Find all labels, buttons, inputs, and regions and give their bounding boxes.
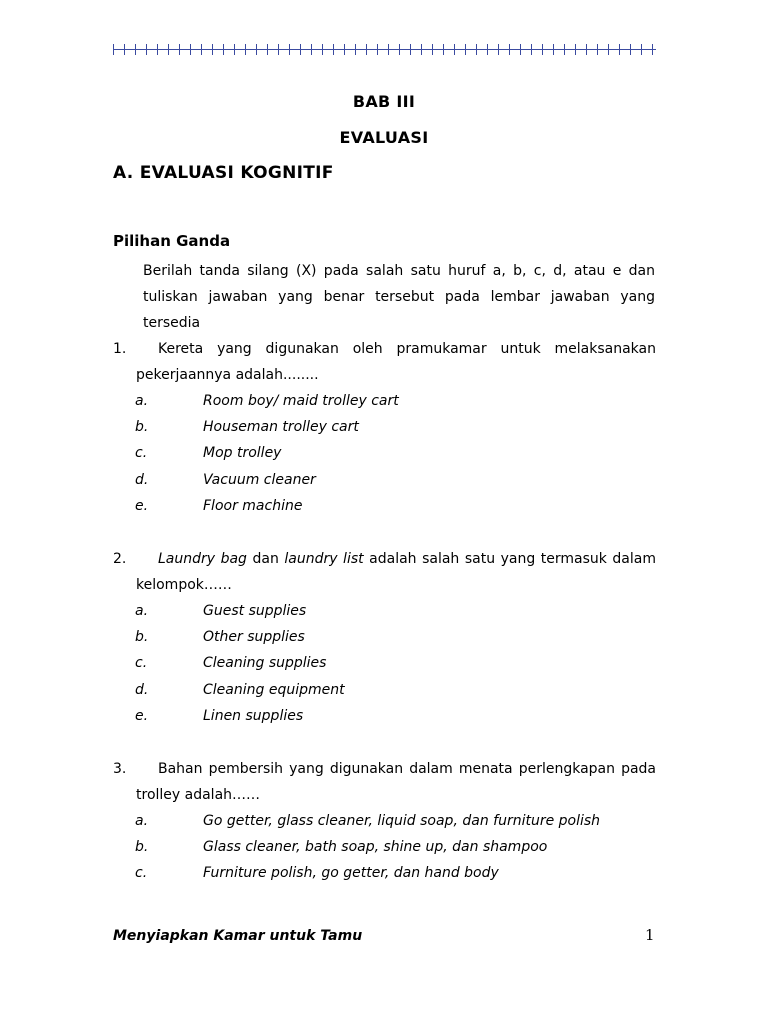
option-text: Go getter, glass cleaner, liquid soap, dan furniture polish [203, 813, 601, 829]
option-text: Linen supplies [203, 708, 304, 724]
stem-term: laundry list [284, 551, 364, 567]
header-decorative-rule [113, 44, 656, 54]
option-letter: c. [135, 655, 148, 671]
option-text: Guest supplies [203, 603, 307, 619]
option-text: Cleaning supplies [203, 655, 327, 671]
stem-text: adalah salah satu yang termasuk dalam [363, 551, 656, 567]
option-letter: b. [135, 629, 149, 645]
option-text: Mop trolley [203, 445, 282, 461]
stem-text: dan [246, 551, 285, 567]
option-text: Vacuum cleaner [203, 472, 316, 488]
question-stem-continuation: kelompok…… [136, 577, 232, 593]
option-text: Cleaning equipment [203, 682, 345, 698]
option-text: Floor machine [203, 498, 303, 514]
option-letter: a. [135, 813, 149, 829]
chapter-title: EVALUASI [339, 128, 429, 147]
option-letter: b. [135, 839, 149, 855]
option-letter: e. [135, 708, 149, 724]
option-text: Houseman trolley cart [203, 419, 359, 435]
subsection-heading: Pilihan Ganda [113, 232, 231, 250]
option-letter: b. [135, 419, 149, 435]
option-text: Other supplies [203, 629, 305, 645]
rule-ticks [113, 44, 656, 55]
question-number: 2. [113, 551, 127, 567]
page-number: 1 [645, 926, 655, 944]
question-stem-continuation: trolley adalah…… [136, 787, 261, 803]
option-letter: c. [135, 865, 148, 881]
option-letter: c. [135, 445, 148, 461]
question-number: 3. [113, 761, 127, 777]
option-letter: a. [135, 393, 149, 409]
option-letter: d. [135, 472, 149, 488]
section-heading: A. EVALUASI KOGNITIF [113, 163, 334, 183]
option-text: Glass cleaner, bath soap, shine up, dan shampoo [203, 839, 548, 855]
question-stem [136, 546, 656, 572]
question-stem-continuation: pekerjaannya adalah........ [136, 367, 319, 383]
option-letter: e. [135, 498, 149, 514]
chapter-heading: BAB III [352, 92, 416, 111]
option-letter: d. [135, 682, 149, 698]
instruction-paragraph: Berilah tanda silang (X) pada salah satu huruf a, b, c, d, atau e dan tuliskan jawaban yang benar tersebut pada lembar jawaban yang tersedia [143, 263, 655, 331]
option-letter: a. [135, 603, 149, 619]
stem-term: Laundry bag [158, 551, 247, 567]
option-text: Furniture polish, go getter, dan hand body [203, 865, 499, 881]
question-stem: Bahan pembersih yang digunakan dalam menata perlengkapan pada [158, 761, 656, 777]
question-number: 1. [113, 341, 127, 357]
option-text: Room boy/ maid trolley cart [203, 393, 399, 409]
question-stem: Kereta yang digunakan oleh pramukamar untuk melaksanakan [158, 341, 656, 357]
footer-title: Menyiapkan Kamar untuk Tamu [113, 928, 363, 944]
